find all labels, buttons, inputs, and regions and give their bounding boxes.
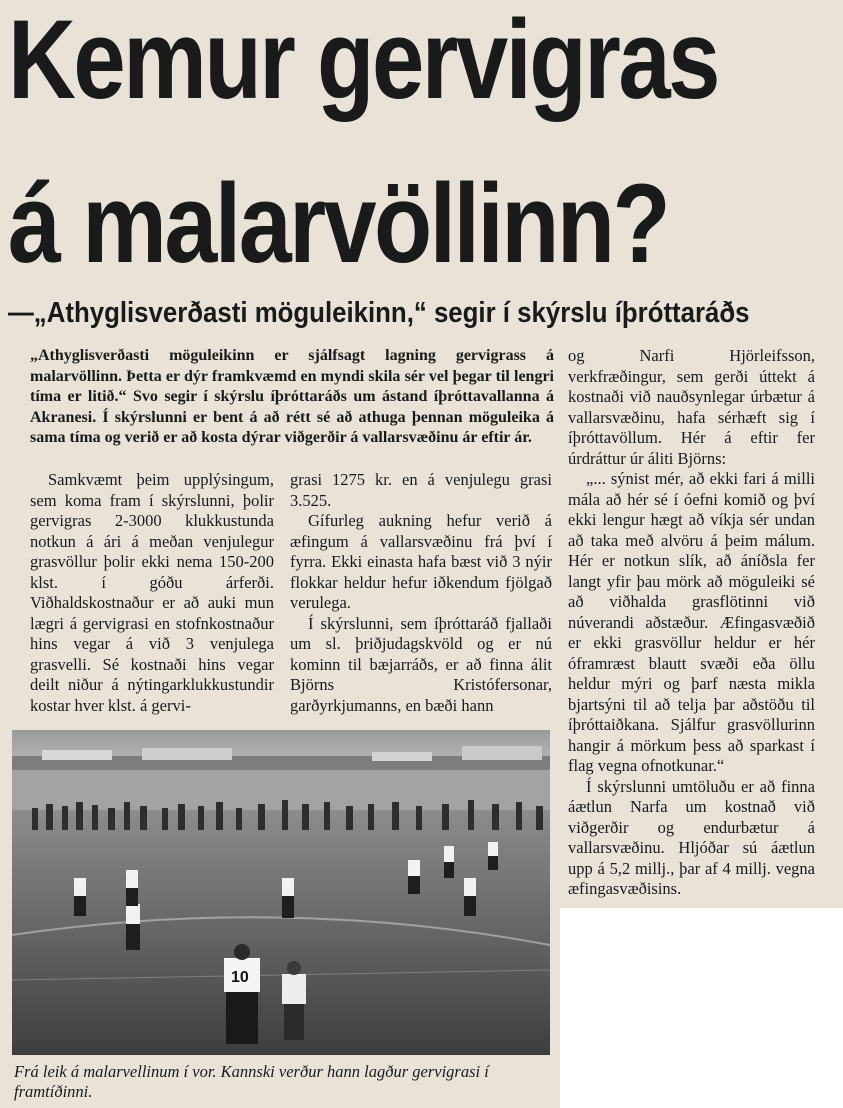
jersey-number: 10 xyxy=(231,969,249,986)
lead-paragraph xyxy=(30,346,554,449)
blank-margin xyxy=(560,908,843,1108)
photo-illustration xyxy=(12,730,550,1055)
paragraph: grasi 1275 kr. en á venjulegu grasi 3.525. xyxy=(290,470,552,510)
subheadline: —„Athyglisverðasti möguleikinn,“ segir í skýrslu íþróttaráðs xyxy=(8,297,750,329)
lead-text: „Athyglisverðasti möguleikinn er sjálfsagt lagning gervigrass á malarvöllinn. Þetta er dýr framkvæmd en myndi skila sér vel þegar til lengri tíma er litið.“ Svo segir í skýrslu íþróttaráðs um ástand íþróttavallanna á Akranesi. Í skýrslunni er bent á að rétt sé að athuga þennan möguleika á sama tíma og verið er að kosta dýrar viðgerðir á vallarsvæðinu ár eftir ár. xyxy=(30,347,554,446)
paragraph: Í skýrslunni umtöluðu er að finna áætlun Narfa um kostnað við viðgerðir og endurbætur á vallarsvæðinu. Hljóðar sú áætlun upp á 5,2 millj., þar af 4 millj. vegna æfingasvæðisins. xyxy=(568,776,815,898)
paragraph: og Narfi Hjörleifsson, verkfræðingur, sem gerði úttekt á kostnaði við nauðsynlegar úrbætur á vallarsvæðinu, hafa sérhæft sig í íþróttavöllum. Hér á eftir fer úrdráttur úr áliti Björns: xyxy=(568,346,815,468)
photo-caption: Frá leik á malarvellinum í vor. Kannski verður hann lagður gervigrasi í framtíðinni. xyxy=(14,1062,489,1101)
headline-line-2: á malarvöllinn? xyxy=(8,161,669,286)
football-match-photo xyxy=(12,730,550,1055)
quote-paragraph: „... sýnist mér, að ekki fari á milli mála að hér sé í óefni komið og því ekki lengur hægt að víkja sér undan að taka með alvöru á þeim málum. Hér er notkun slík, að áníðsla fer langt yfir þau mörk að möguleiki sé að viðhalda grasflötinni við núverandi aðstæður. Æfingasvæðið er ekki grasvöllur heldur er hér óframræst blautt svæði eða öllu heldur mýri og þarf næsta mikla bjartsýni til að telja þar aðstöðu til íþróttaiðkana. Sjálfur grasvöllurinn hangir á mörkum þess að sparkast í flag vegna ofnotkunar.“ xyxy=(568,469,815,775)
paragraph: Gífurleg aukning hefur verið á æfingum á vallarsvæðinu frá því í fyrra. Ekki einasta hafa bæst við 3 nýir flokkar heldur hefur iðkendum fjölgað verulega. xyxy=(290,511,552,612)
headline-line-1: Kemur gervigras xyxy=(8,0,718,122)
article-column-2 xyxy=(290,470,552,716)
paragraph: Í skýrslunni, sem íþróttaráð fjallaði um sl. þriðjudagskvöld og er nú kominn til bæjarráðs, er að finna álit Björns Kristófersonar, garðyrkjumanns, en bæði hann xyxy=(290,613,552,715)
article-column-3 xyxy=(568,346,815,900)
article-column-1 xyxy=(30,470,274,716)
paragraph: Samkvæmt þeim upplýsingum, sem koma fram í skýrslunni, þolir gervigras 2-3000 klukkustunda notkun á ári á meðan venjulegur grasvöllur þolir ekki nema 150-200 klst. í góðu árferði. Viðhaldskostnaður er að auki mun lægri á gervigrasi en stofnkostnaður hins vegar á við 3 venjulega grasvelli. Sé kostnaði hins vegar deilt niður á nýtingarklukkustundir kostar hver klst. á gervi- xyxy=(30,470,274,715)
